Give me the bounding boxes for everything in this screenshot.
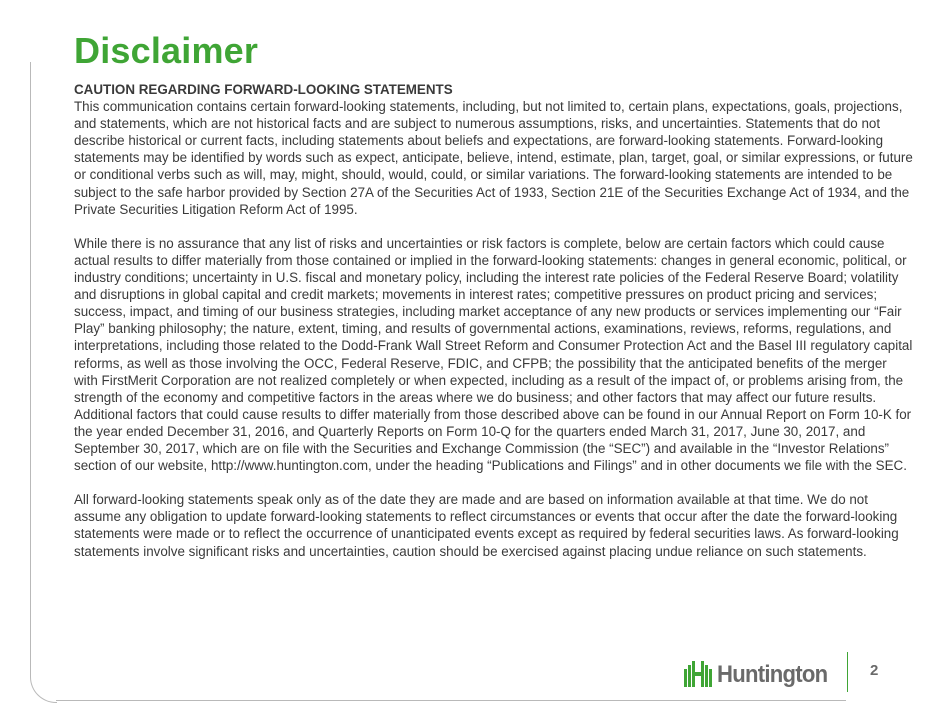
footer-divider	[847, 652, 848, 692]
disclaimer-body	[74, 81, 914, 577]
slide-frame-left	[30, 62, 57, 703]
huntington-wordmark: Huntington	[717, 661, 828, 688]
section-heading: CAUTION REGARDING FORWARD-LOOKING STATEMENTS	[74, 82, 453, 97]
slide-title: Disclaimer	[74, 30, 259, 71]
huntington-logo	[684, 659, 837, 691]
paragraph-risk-factors: While there is no assurance that any list of risks and uncertainties or risk factors is complete, below are certain factors which could cause actual results to differ materially from those contained or implied in the forward-looking statements: changes in general economic, political, or industry conditions; uncertainty in U.S. fiscal and monetary policy, including the interest rate policies of the Federal Reserve Board; volatility and disruptions in global capital and credit markets; movements in interest rates; competitive pressures on product pricing and services; success, impact, and timing of our business strategies, including market acceptance of any new products or services implementing our “Fair Play” banking philosophy; the nature, extent, timing, and results of governmental actions, examinations, reviews, reforms, regulations, and interpretations, including those related to the Dodd-Frank Wall Street Reform and Consumer Protection Act and the Basel III regulatory capital reforms, as well as those involving the OCC, Federal Reserve, FDIC, and CFPB; the possibility that the anticipated benefits of the merger with FirstMerit Corporation are not realized completely or when expected, including as a result of the impact of, or problems arising from, the strength of the economy and competitive factors in the areas where we do business; and other factors that may affect our future results. Additional factors that could cause results to differ materially from those described above can be found in our Annual Report on Form 10-K for the year ended December 31, 2016, and Quarterly Reports on Form 10-Q for the quarters ended March 31, 2017, June 30, 2017, and September 30, 2017, which are on file with the Securities and Exchange Commission (the “SEC”) and available in the “Investor Relations” section of our website, http://www.huntington.com, under the heading “Publications and Filings” and in other documents we file with the SEC.	[74, 235, 913, 474]
slide-frame-bottom	[56, 700, 846, 701]
paragraph-speak-only: All forward-looking statements speak only as of the date they are made and are based on information available at that time. We do not assume any obligation to update forward-looking statements to reflect circumstances or events that occur after the date the forward-looking statements were made or to reflect the occurrence of unanticipated events except as required by federal securities laws. As forward-looking statements involve significant risks and uncertainties, caution should be exercised against placing undue reliance on such statements.	[74, 492, 899, 559]
huntington-logo-icon	[684, 660, 712, 690]
page-number: 2	[870, 662, 879, 679]
paragraph-forward-looking: This communication contains certain forward-looking statements, including, but not limited to, certain plans, expectations, goals, projections, and statements, which are not historical facts and are subject to numerous assumptions, risks, and uncertainties. Statements that do not describe historical or current facts, including statements about beliefs and expectations, are forward-looking statements. Forward-looking statements may be identified by words such as expect, anticipate, believe, intend, estimate, plan, target, goal, or similar expressions, or future or conditional verbs such as will, may, might, should, would, could, or similar variations. The forward-looking statements are intended to be subject to the safe harbor provided by Section 27A of the Securities Act of 1933, Section 21E of the Securities Exchange Act of 1934, and the Private Securities Litigation Reform Act of 1995.	[74, 99, 913, 217]
